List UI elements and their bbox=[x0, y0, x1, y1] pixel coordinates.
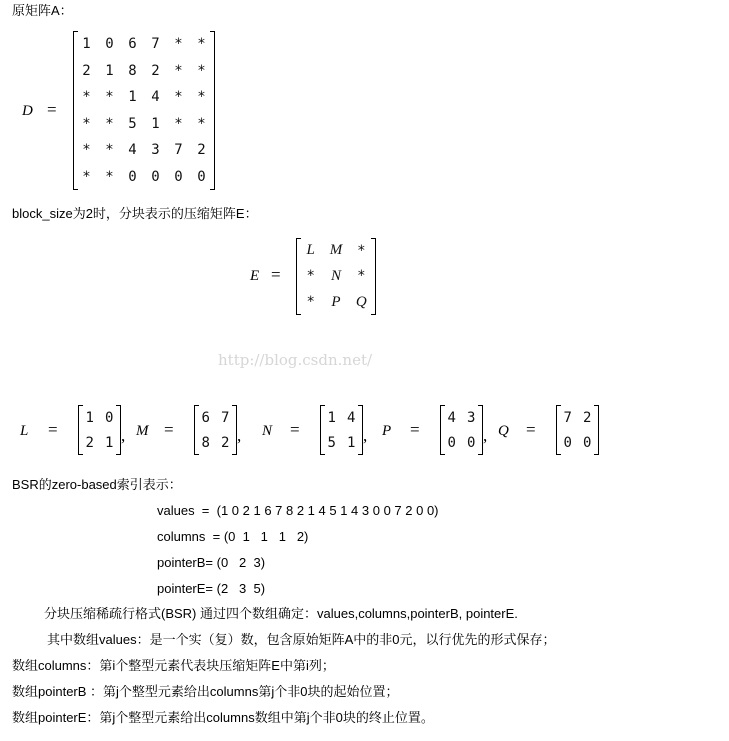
matrix-cell: 1 bbox=[327, 409, 336, 426]
matrix-cell: 4 bbox=[447, 409, 456, 426]
matrix-cell: * bbox=[105, 142, 114, 159]
matrix-cell: 6 bbox=[128, 36, 137, 53]
matrix-cell: 7 bbox=[221, 409, 230, 426]
matrix-cell: 2 bbox=[85, 434, 94, 451]
matrix-cell: 0 bbox=[105, 36, 114, 53]
matrix-cell: 2 bbox=[151, 62, 160, 79]
separator-comma: , bbox=[363, 426, 368, 445]
matrix-cell: 0 bbox=[447, 434, 456, 451]
matrix-cell: 0 bbox=[128, 168, 137, 185]
matrix-cell: * bbox=[306, 268, 315, 285]
matrix-cell: N bbox=[330, 267, 341, 284]
matrix-cell: * bbox=[197, 36, 206, 53]
matrix-cell: * bbox=[105, 168, 114, 185]
separator-comma: , bbox=[483, 426, 488, 445]
matrix-cell: 2 bbox=[583, 409, 592, 426]
watermark: http://blog.csdn.net/ bbox=[218, 351, 373, 369]
heading-original-matrix: 原矩阵A： bbox=[12, 3, 73, 18]
paragraph-bsr-definition: 分块压缩稀疏行格式(BSR) 通过四个数组确定：values,columns,pointerB, pointerE. bbox=[44, 606, 518, 621]
matrix-cell: 0 bbox=[563, 434, 572, 451]
matrix-cell: 8 bbox=[201, 434, 210, 451]
matrix-cell: 0 bbox=[583, 434, 592, 451]
paragraph-values: 其中数组values：是一个实（复）数，包含原始矩阵A中的非0元，以行优先的形式保存； bbox=[47, 632, 556, 647]
matrix-cell: * bbox=[174, 36, 183, 53]
block-q-label: Q bbox=[498, 423, 509, 439]
matrix-cell: M bbox=[329, 242, 343, 259]
block-q-matrix bbox=[556, 405, 599, 455]
matrix-cell: 7 bbox=[151, 36, 160, 53]
matrix-cell: * bbox=[105, 115, 114, 132]
equals-sign: = bbox=[164, 420, 174, 439]
columns-array: columns = (0 1 1 1 2) bbox=[157, 529, 309, 544]
equals-sign: = bbox=[47, 100, 57, 119]
matrix-cell: * bbox=[82, 142, 91, 159]
matrix-e-label: E bbox=[250, 268, 260, 284]
matrix-cell: 4 bbox=[347, 409, 356, 426]
matrix-cell: 3 bbox=[151, 142, 160, 159]
matrix-d-label: D bbox=[22, 103, 33, 119]
equals-sign: = bbox=[290, 420, 300, 439]
block-n-matrix bbox=[320, 405, 363, 455]
matrix-cell: * bbox=[174, 62, 183, 79]
block-n-label: N bbox=[262, 423, 273, 439]
matrix-cell: 1 bbox=[82, 36, 91, 53]
matrix-cell: 7 bbox=[563, 409, 572, 426]
matrix-cell: 5 bbox=[327, 434, 336, 451]
values-array: values = (1 0 2 1 6 7 8 2 1 4 5 1 4 3 0 0 7 2 0 0) bbox=[157, 503, 439, 518]
block-p-matrix bbox=[440, 405, 483, 455]
block-m-label: M bbox=[136, 423, 149, 439]
matrix-cell: 1 bbox=[128, 89, 137, 106]
paragraph-columns: 数组columns：第i个整型元素代表块压缩矩阵E中第i列； bbox=[12, 658, 335, 673]
pointere-array: pointerE= (2 3 5) bbox=[157, 581, 266, 596]
matrix-cell: 4 bbox=[151, 89, 160, 106]
matrix-cell: * bbox=[82, 168, 91, 185]
matrix-cell: 4 bbox=[128, 142, 137, 159]
matrix-cell: 2 bbox=[221, 434, 230, 451]
equals-sign: = bbox=[48, 420, 58, 439]
matrix-cell: Q bbox=[355, 293, 367, 310]
pointerb-array: pointerB= (0 2 3) bbox=[157, 555, 266, 570]
block-l-matrix bbox=[78, 405, 121, 455]
paragraph-pointerb: 数组pointerB ：第j个整型元素给出columns第j个非0块的起始位置； bbox=[12, 684, 399, 699]
matrix-cell: * bbox=[357, 242, 366, 259]
block-l-label: L bbox=[20, 423, 29, 439]
matrix-d bbox=[73, 31, 215, 190]
matrix-cell: L bbox=[306, 242, 315, 259]
matrix-e bbox=[296, 238, 376, 315]
matrix-cell: 6 bbox=[201, 409, 210, 426]
equals-sign: = bbox=[410, 420, 420, 439]
equals-sign: = bbox=[271, 265, 281, 284]
matrix-cell: * bbox=[197, 89, 206, 106]
paragraph-pointere: 数组pointerE：第j个整型元素给出columns数组中第j个非0块的终止位置。 bbox=[12, 710, 434, 725]
matrix-cell: * bbox=[82, 115, 91, 132]
block-m-matrix bbox=[194, 405, 237, 455]
matrix-cell: 1 bbox=[85, 409, 94, 426]
heading-bsr: BSR的zero-based索引表示： bbox=[12, 477, 182, 492]
matrix-cell: 7 bbox=[174, 142, 183, 159]
matrix-cell: * bbox=[197, 115, 206, 132]
matrix-cell: 8 bbox=[128, 62, 137, 79]
matrix-cell: 1 bbox=[151, 115, 160, 132]
matrix-cell: * bbox=[357, 268, 366, 285]
matrix-cell: 0 bbox=[174, 168, 183, 185]
matrix-cell: 3 bbox=[467, 409, 476, 426]
matrix-cell: * bbox=[105, 89, 114, 106]
matrix-cell: 1 bbox=[105, 62, 114, 79]
matrix-cell: * bbox=[306, 294, 315, 311]
matrix-cell: 1 bbox=[347, 434, 356, 451]
separator-comma: , bbox=[121, 426, 126, 445]
separator-comma: , bbox=[237, 426, 242, 445]
matrix-cell: * bbox=[82, 89, 91, 106]
matrix-cell: 2 bbox=[197, 142, 206, 159]
equals-sign: = bbox=[526, 420, 536, 439]
matrix-cell: 0 bbox=[197, 168, 206, 185]
matrix-cell: * bbox=[197, 62, 206, 79]
matrix-cell: P bbox=[331, 293, 341, 310]
matrix-cell: 0 bbox=[467, 434, 476, 451]
matrix-cell: * bbox=[174, 115, 183, 132]
block-p-label: P bbox=[382, 423, 392, 439]
matrix-cell: 5 bbox=[128, 115, 137, 132]
heading-block-matrix: block_size为2时，分块表示的压缩矩阵E： bbox=[12, 206, 258, 221]
matrix-cell: 0 bbox=[105, 409, 114, 426]
matrix-cell: 2 bbox=[82, 62, 91, 79]
matrix-cell: * bbox=[174, 89, 183, 106]
matrix-cell: 0 bbox=[151, 168, 160, 185]
matrix-cell: 1 bbox=[105, 434, 114, 451]
